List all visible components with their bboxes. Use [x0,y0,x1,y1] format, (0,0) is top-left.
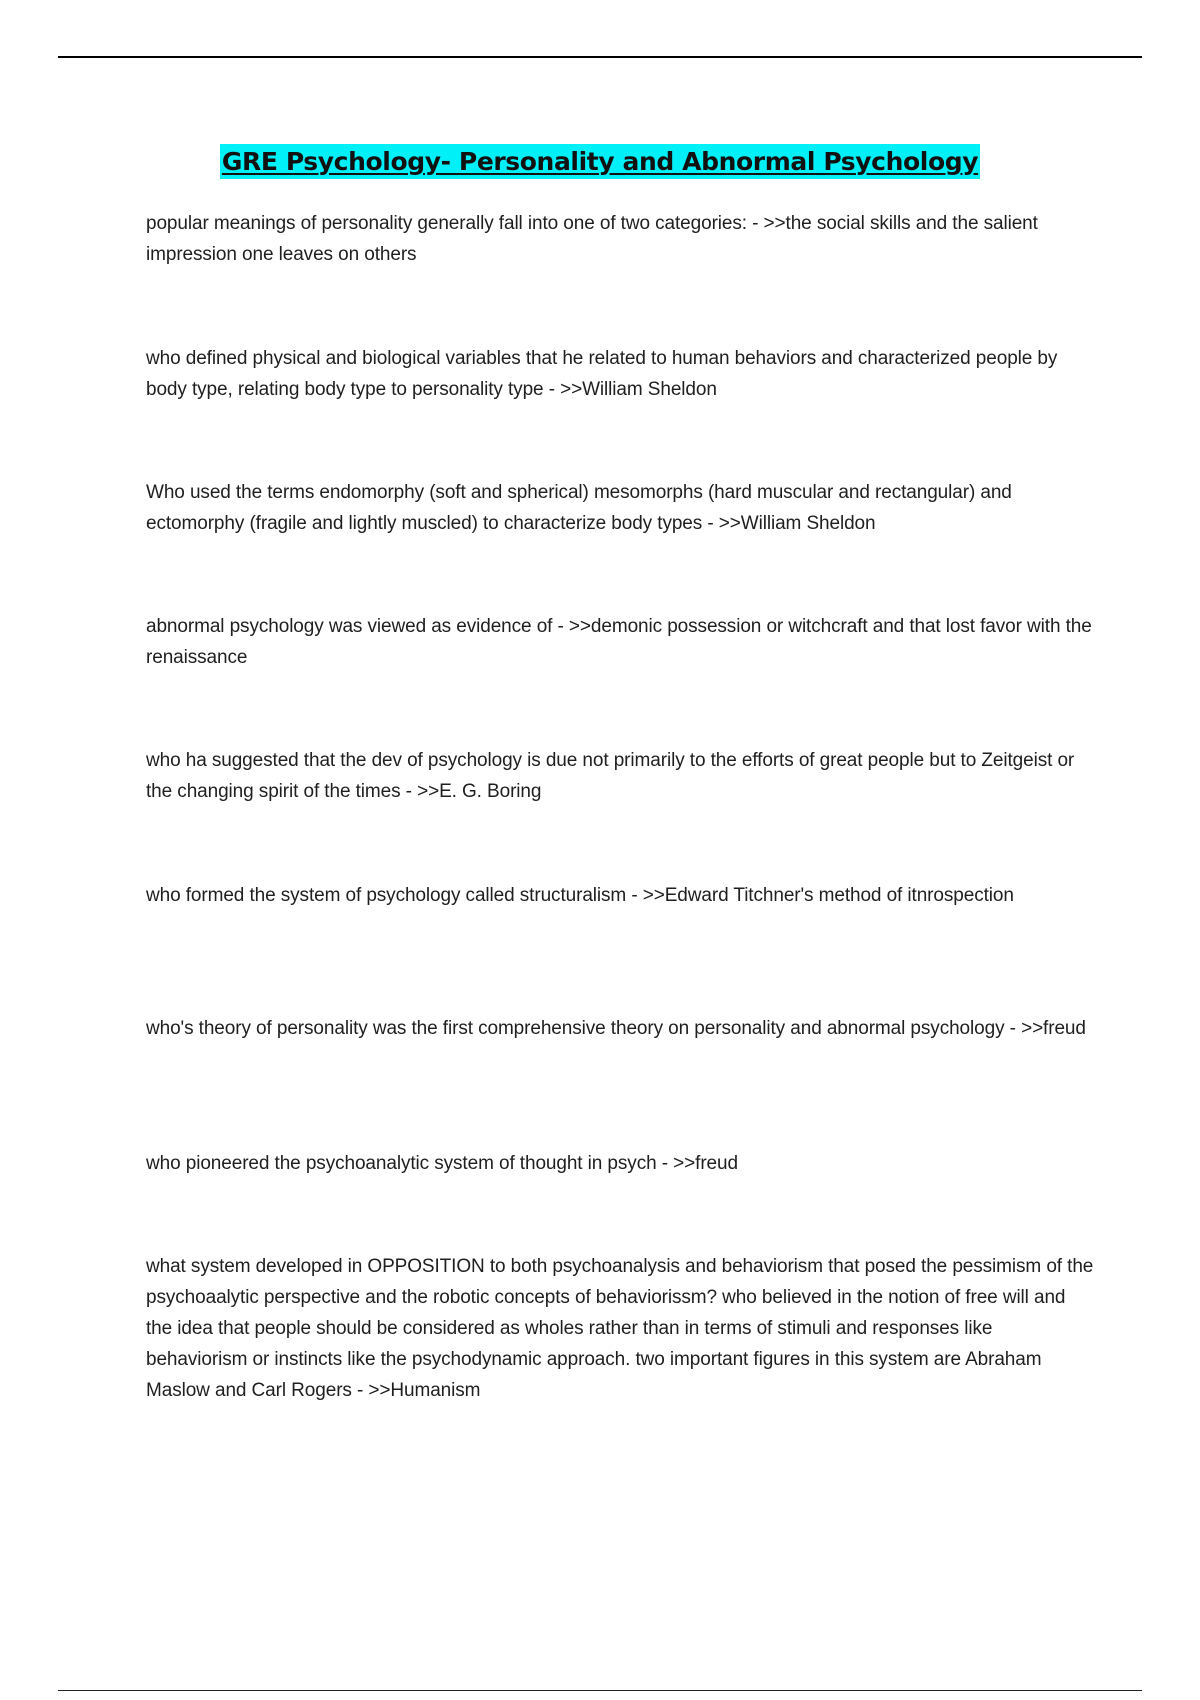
qa-entry: who formed the system of psychology called structuralism - >>Edward Titchner's method of itnrospection [146,885,1014,906]
qa-entry: what system developed in OPPOSITION to both psychoanalysis and behaviorism that posed the pessimism of the psychoaalytic perspective and the robotic concepts of behaviorissm? who believed in the notion of free will and the idea that people should be considered as wholes rather than in terms of stimuli and responses like behaviorism or instincts like the psychodynamic approach. two important figures in this system are Abraham Maslow and Carl Rogers - >>Humanism [146,1256,1094,1401]
bottom-rule [58,1690,1142,1691]
qa-entry: abnormal psychology was viewed as evidence of - >>demonic possession or witchcraft and that lost favor with the renaissance [146,616,1092,668]
qa-entry: who defined physical and biological variables that he related to human behaviors and characterized people by body type, relating body type to personality type - >>William Sheldon [146,348,1058,400]
qa-entry: popular meanings of personality generally fall into one of two categories: - >>the social skills and the salient impression one leaves on others [146,213,1038,265]
title-container [0,144,1200,179]
qa-entry: who's theory of personality was the first comprehensive theory on personality and abnormal psychology - >>freud [146,1018,1086,1039]
qa-entry: Who used the terms endomorphy (soft and spherical) mesomorphs (hard muscular and rectangular) and ectomorphy (fragile and lightly muscled) to characterize body types - >>William Sheldon [146,482,1012,534]
qa-entry: who pioneered the psychoanalytic system of thought in psych - >>freud [146,1153,738,1174]
document-title: GRE Psychology- Personality and Abnormal Psychology [220,144,980,179]
qa-entry: who ha suggested that the dev of psychology is due not primarily to the efforts of great people but to Zeitgeist or the changing spirit of the times - >>E. G. Boring [146,750,1075,802]
top-rule [58,56,1142,58]
